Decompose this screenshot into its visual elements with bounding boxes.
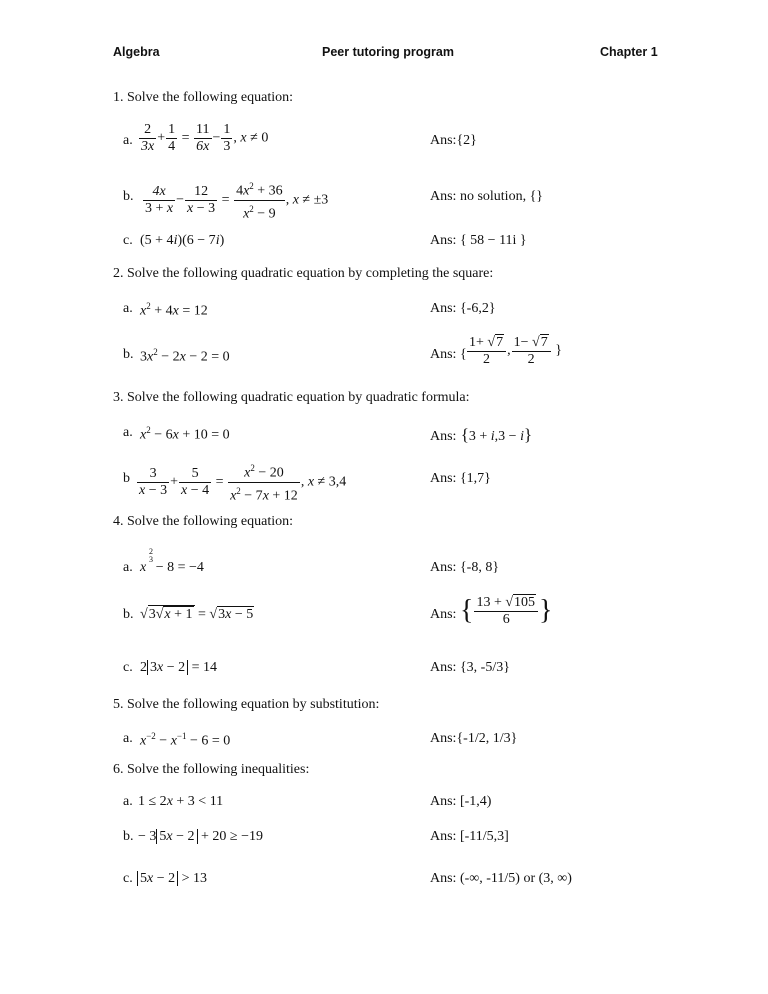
q4a-answer: Ans: {-8, 8} xyxy=(430,560,500,575)
q5a-label: a. xyxy=(123,731,133,746)
q4a-equation: x 2 3 − 8 = −4 xyxy=(140,547,204,575)
q5a-equation: $x^{-2} - x^{-1} - 6 = 0$ xyxy=(140,731,231,749)
q2b-label: b. xyxy=(123,347,134,362)
q1c-expression: (5 + 4i)(6 − 7i) xyxy=(140,233,225,248)
q6b-answer: Ans: [-11/5,3] xyxy=(430,829,509,844)
q4c-equation: 2 3x − 2 = 14 xyxy=(140,660,218,675)
q1a-label: a. xyxy=(123,133,133,148)
q1a-equation: $\frac{2}{3x}$ + $\frac{1}{4}$ = $\frac{11}{6x}$ − $\frac{1}{3}$ , x ≠ 0 xyxy=(141,122,269,154)
q6a-label: a. xyxy=(123,794,133,809)
q6c-inequality: 5x − 2 > 13 xyxy=(137,871,207,887)
q6a-answer: Ans: [-1,4) xyxy=(430,794,492,809)
q6b-label: b. xyxy=(123,829,134,844)
q2b-answer xyxy=(430,347,467,363)
q3a-label: a. xyxy=(123,425,133,440)
q2a-equation: $x^2 + 4x = 12$ xyxy=(140,301,208,319)
question-4-title: 4. Solve the following equation: xyxy=(113,514,294,529)
q3a-equation: $x^2 - 6x + 10 = 0$ xyxy=(140,425,230,443)
q3a-answer-prefix: Ans: xyxy=(430,429,457,444)
question-2-title: 2. Solve the following quadratic equation by completing the square: xyxy=(113,266,494,281)
question-1-title: 1. Solve the following equation: xyxy=(113,90,294,105)
header-subject: Algebra xyxy=(113,45,160,59)
q2b-equation: $3x^2 - 2x - 2 = 0$ xyxy=(140,347,230,365)
q4b-equation: √3√x + 1 = √3x − 5 xyxy=(140,607,254,622)
q2a-answer: Ans: {-6,2} xyxy=(430,301,496,316)
q3b-label: b xyxy=(123,471,130,486)
q1b-label: b. xyxy=(123,189,134,204)
q6b-inequality: − 3 5x − 2 + 20 ≥ −19 xyxy=(138,829,264,844)
q1a-answer: Ans:{2} xyxy=(430,133,477,148)
q4b-answer xyxy=(430,607,456,623)
q3b-answer: Ans: {1,7} xyxy=(430,471,491,486)
q2a-label: a. xyxy=(123,301,133,316)
q2b-answer-math: $\frac{1+ √7}{2}$ , $\frac{1- √7}{2}$ } xyxy=(469,335,562,367)
q1c-label: c. xyxy=(123,233,133,248)
question-6-title: 6. Solve the following inequalities: xyxy=(113,762,310,777)
q6c-label: c. xyxy=(123,871,133,886)
q2b-answer-prefix: Ans: { xyxy=(430,347,467,362)
q4b-answer-prefix: Ans: xyxy=(430,607,457,622)
q3a-answer: Ans: {3 + i,3 − i} xyxy=(430,425,533,444)
q1b-equation: $\frac{4x}{3 + x}$ − $\frac{12}{x - 3}$ = $\frac{4x^2 + 36}{x^2 - 9}$ , x ≠ ±3 xyxy=(142,178,328,222)
question-5-title: 5. Solve the following equation by substitution: xyxy=(113,697,380,712)
q4b-label: b. xyxy=(123,607,134,622)
q3b-equation: $\frac{3}{x - 3}$ + $\frac{5}{x - 4}$ = $\frac{x^2 - 20}{x^2 - 7x + 12}$ , x ≠ 3,4 xyxy=(136,460,346,504)
header-program: Peer tutoring program xyxy=(322,45,454,59)
q1b-answer: Ans: no solution, {} xyxy=(430,189,544,204)
q6c-answer: Ans: (-∞, -11/5) or (3, ∞) xyxy=(430,871,572,886)
q1c-answer: Ans: { 58 − 11i } xyxy=(430,233,527,248)
question-3-title: 3. Solve the following quadratic equation by quadratic formula: xyxy=(113,390,470,405)
q5a-answer: Ans:{-1/2, 1/3} xyxy=(430,731,518,746)
q4b-answer-math: { $\frac{13 + √105}{6}$ } xyxy=(460,595,553,627)
q4a-label: a. xyxy=(123,560,133,575)
header-chapter: Chapter 1 xyxy=(600,45,658,59)
q6a-inequality: 1 ≤ 2x + 3 < 11 xyxy=(138,794,224,809)
q4c-answer: Ans: {3, -5/3} xyxy=(430,660,510,675)
q4c-label: c. xyxy=(123,660,133,675)
